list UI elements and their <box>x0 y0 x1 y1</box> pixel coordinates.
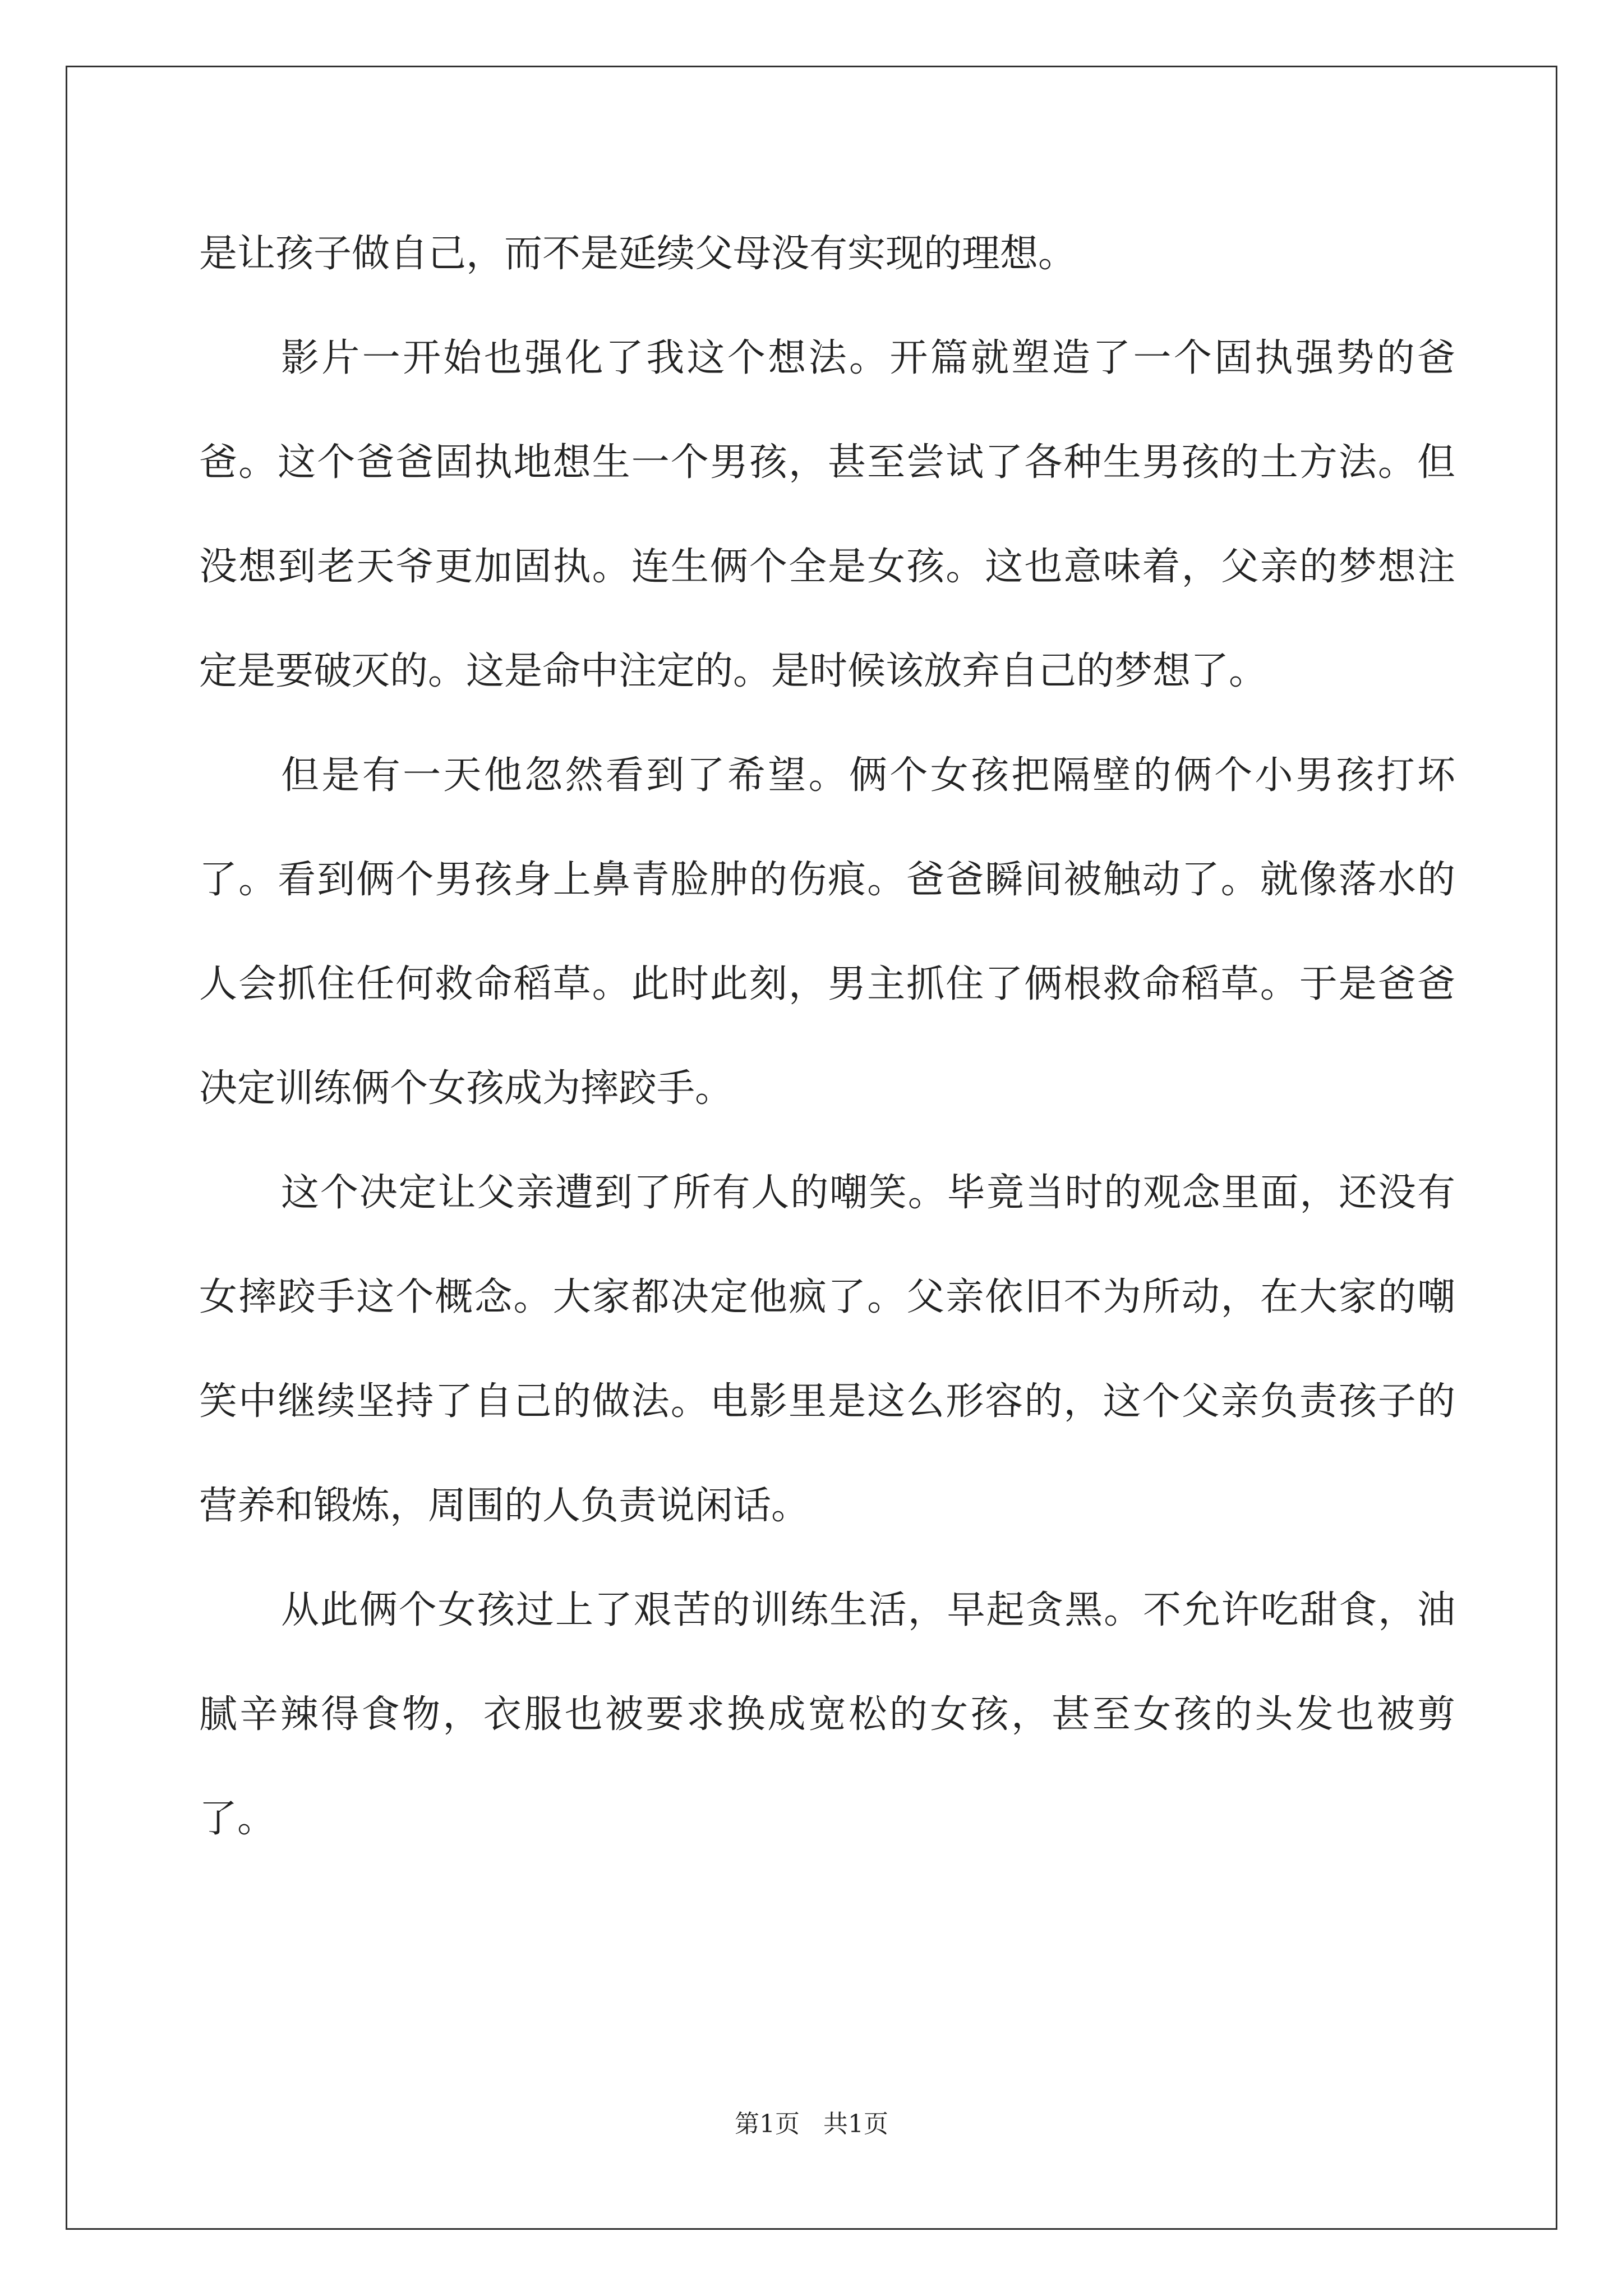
paragraph-4: 这个决定让父亲遭到了所有人的嘲笑。毕竟当时的观念里面，还没有女摔跤手这个概念。大家都决定他疯了。父亲依旧不为所动，在大家的嘲笑中继续坚持了自己的做法。电影里是这么形容的，这个父亲负责孩子的营养和锻炼，周围的人负责说闲话。 <box>199 1171 1455 1528</box>
paragraph-2: 影片一开始也强化了我这个想法。开篇就塑造了一个固执强势的爸爸。这个爸爸固执地想生一个男孩，甚至尝试了各种生男孩的土方法。但没想到老天爷更加固执。连生俩个全是女孩。这也意味着，父亲的梦想注定是要破灭的。这是命中注定的。是时候该放弃自己的梦想了。 <box>199 336 1455 693</box>
page-number: 第1页 <box>735 2110 800 2138</box>
page-footer <box>0 2104 1623 2139</box>
paragraph-5: 从此俩个女孩过上了艰苦的训练生活，早起贪黑。不允许吃甜食，油腻辛辣得食物，衣服也被要求换成宽松的女孩，甚至女孩的头发也被剪了。 <box>199 1588 1455 1841</box>
paragraph-3: 但是有一天他忽然看到了希望。俩个女孩把隔壁的俩个小男孩打坏了。看到俩个男孩身上鼻青脸肿的伤痕。爸爸瞬间被触动了。就像落水的人会抓住任何救命稻草。此时此刻，男主抓住了俩根救命稻草。于是爸爸决定训练俩个女孩成为摔跤手。 <box>199 753 1455 1111</box>
paragraph-1: 是让孩子做自己，而不是延续父母没有实现的理想。 <box>199 232 1077 276</box>
page-total: 共1页 <box>823 2110 888 2138</box>
document-body <box>199 202 1455 1871</box>
